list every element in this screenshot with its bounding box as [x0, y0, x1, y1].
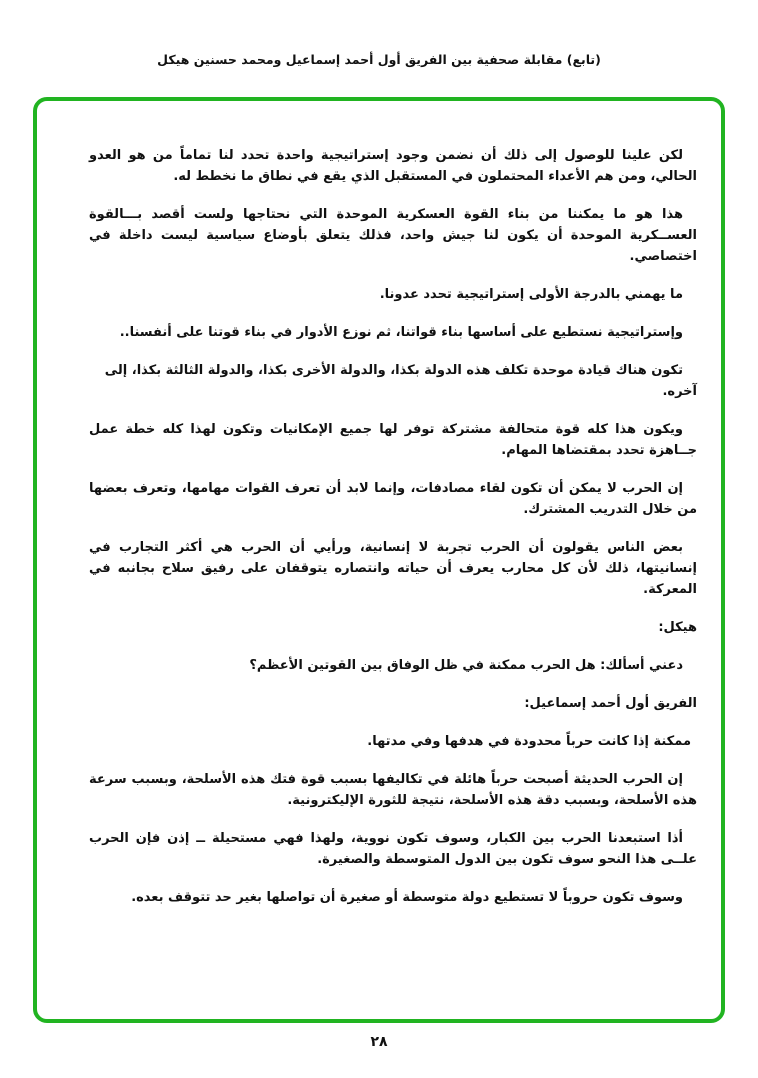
content-frame [33, 97, 725, 1023]
paragraph: أذا استبعدنا الحرب بين الكبار، وسوف تكون نووية، ولهذا فهي مستحيلة ــ إذن فإن الحرب علــى هذا النحو سوف تكون بين الدول المتوسطة والصغيرة. [89, 831, 697, 867]
paragraph: لكن علينا للوصول إلى ذلك أن نضمن وجود إستراتيجية واحدة تحدد لنا تماماً من هو العدو الحالي، ومن هم الأعداء المحتملون في المستقبل الذي يقع في نطاق ما نخطط له. [89, 148, 697, 184]
paragraph: دعني أسألك: هل الحرب ممكنة في ظل الوفاق بين القوتين الأعظم؟ [249, 658, 683, 673]
paragraph: إن الحرب الحديثة أصبحت حرباً هائلة في تكاليفها بسبب قوة فتك هذه الأسلحة، وبسبب سرعة هذه الأسلحة، وبسبب دقة هذه الأسلحة، نتيجة للثورة الإليكترونية. [89, 772, 697, 808]
paragraph: تكون هناك قيادة موحدة تكلف هذه الدولة بكذا، والدولة الأخرى بكذا، والدولة الثالثة بكذا، إلى آخره. [104, 363, 697, 399]
paragraph: ويكون هذا كله قوة متحالفة مشتركة توفر لها جميع الإمكانيات وتكون لهذا كله خطة عمل جــاهزة تحدد بمقتضاها المهام. [89, 422, 697, 458]
paragraph: ممكنة إذا كانت حرباً محدودة في هدفها وفي مدتها. [367, 734, 691, 749]
speaker-label-heikal: هيكل: [658, 620, 697, 635]
page-header-title: (تابع) مقابلة صحفية بين الفريق أول أحمد إسماعيل ومحمد حسنين هيكل [157, 52, 601, 67]
paragraph: هذا هو ما يمكننا من بناء القوة العسكرية الموحدة التي نحتاجها ولست أقصد بـــالقوة العســكرية الموحدة أن يكون لنا جيش واحد، فذلك يتعلق بأوضاع سياسية ليست داخلة في اختصاصي. [89, 207, 697, 264]
paragraph: وسوف تكون حروباً لا تستطيع دولة متوسطة أو صغيرة أن تواصلها بغير حد تتوقف بعده. [131, 890, 683, 905]
page-number: ٢٨ [370, 1034, 388, 1050]
speaker-label-ismail: الفريق أول أحمد إسماعيل: [524, 696, 697, 711]
interview-text [89, 145, 697, 925]
paragraph: إن الحرب لا يمكن أن تكون لقاء مصادفات، وإنما لابد أن تعرف القوات مهامها، وتعرف بعضها من خلال التدريب المشترك. [89, 481, 697, 517]
paragraph: بعض الناس يقولون أن الحرب تجربة لا إنسانية، ورأيي أن الحرب هي أكثر التجارب في إنسانيتها، ذلك لأن كل محارب يعرف أن حياته وانتصاره يتوقفان على رفيق سلاح بجانبه في المعركة. [89, 540, 697, 597]
paragraph: وإستراتيجية نستطيع على أساسها بناء قواتنا، ثم نوزع الأدوار في بناء قوتنا على أنفسنا.. [119, 325, 683, 340]
paragraph: ما يهمني بالدرجة الأولى إستراتيجية تحدد عدونا. [379, 287, 683, 302]
